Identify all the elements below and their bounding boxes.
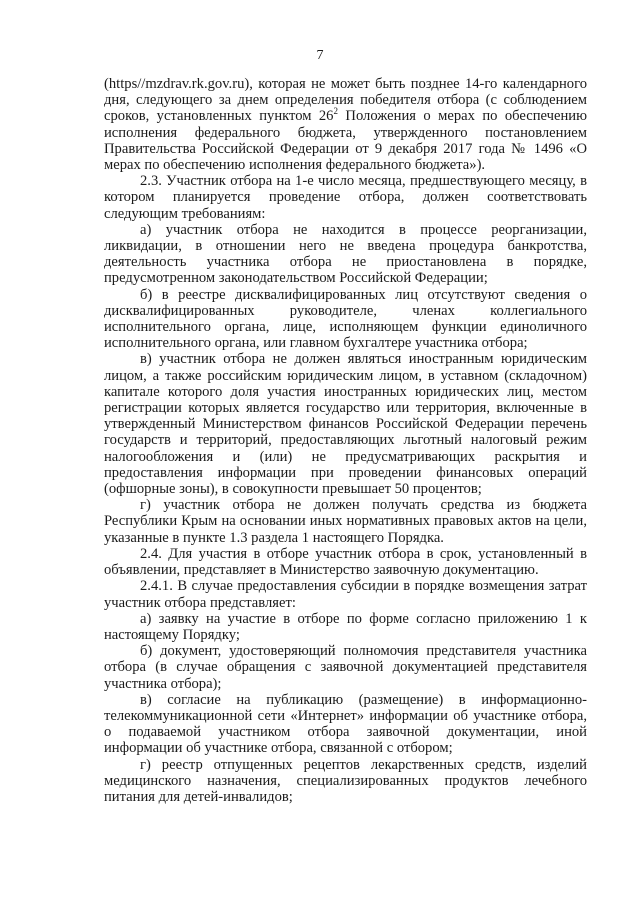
paragraph-2-4-1-b: б) документ, удостоверяющий полномочия представителя участника отбора (в случае обращения с заявочной документацией представителя участника отбора); [104,643,587,692]
paragraph-2-4-1-v: в) согласие на публикацию (размещение) в информационно-телекоммуникационной сети «Интернет» информации об участнике отбора, о подаваемой участником отбора заявочной документации, иной информации об участнике отбора, связанной с отбором; [104,691,587,757]
superscript: 2 [333,106,338,117]
document-body [104,76,587,805]
paragraph-2-4-1: 2.4.1. В случае предоставления субсидии в порядке возмещения затрат участник отбора представляет: [104,578,587,611]
paragraph-2-4: 2.4. Для участия в отборе участник отбора в срок, установленный в объявлении, представляет в Министерство заявочную документацию. [104,545,587,579]
page-number: 7 [316,48,324,63]
paragraph-2-3-v: в) участник отбора не должен являться иностранным юридическим лицом, а также российским юридическим лицом, в уставном (складочном) капитале которого доля участия иностранных юридических лиц, местом регистрации которых является государство или территория, включенные в утвержденный Министерством финансов Российской Федерации перечень государств и территорий, предоставляющих льготный налоговый режим налогообложения и (или) не предусматривающих раскрытия и предоставления информации при проведении финансовых операций (офшорные зоны), в совокупности превышает 50 процентов; [104,351,587,498]
paragraph-text: (https//mzdrav.rk.gov.ru), которая не может быть позднее 14-го календарного дня, следующего за днем определения победителя отбора (с соблюдением сроков, установленных пунктом 26 [104,76,587,125]
paragraph-2-3: 2.3. Участник отбора на 1-е число месяца, предшествующего месяцу, в котором планируется проведение отбора, должен соответствовать следующим требованиям: [104,173,587,222]
paragraph-2-4-1-g: г) реестр отпущенных рецептов лекарственных средств, изделий медицинского назначения, специализированных продуктов лечебного питания для детей-инвалидов; [104,756,587,805]
paragraph-2-3-b: б) в реестре дисквалифицированных лиц отсутствуют сведения о дисквалифицированных руководителе, членах коллегиального исполнительного органа, лице, исполняющем функции единоличного исполнительного органа, или главном бухгалтере участника отбора; [104,286,587,352]
paragraph-2-4-1-a: а) заявку на участие в отборе по форме согласно приложению 1 к настоящему Порядку; [104,610,587,643]
paragraph-text-continued: Положения о мерах по обеспечению исполнения федерального бюджета, утвержденного постановлением Правительства Российской Федерации от 9 декабря 2017 года № 1496 «О мерах по обеспечению исполнения федерального бюджета»). [104,108,587,174]
paragraph-2-3-g: г) участник отбора не должен получать средства из бюджета Республики Крым на основании иных нормативных правовых актов на цели, указанные в пункте 1.3 раздела 1 настоящего Порядка. [104,497,587,546]
paragraph-2-3-a: а) участник отбора не находится в процессе реорганизации, ликвидации, в отношении него не введена процедура банкротства, деятельность участника отбора не приостановлена в порядке, предусмотренном законодательством Российской Федерации; [104,221,587,287]
paragraph-submission-deadline [104,76,587,173]
